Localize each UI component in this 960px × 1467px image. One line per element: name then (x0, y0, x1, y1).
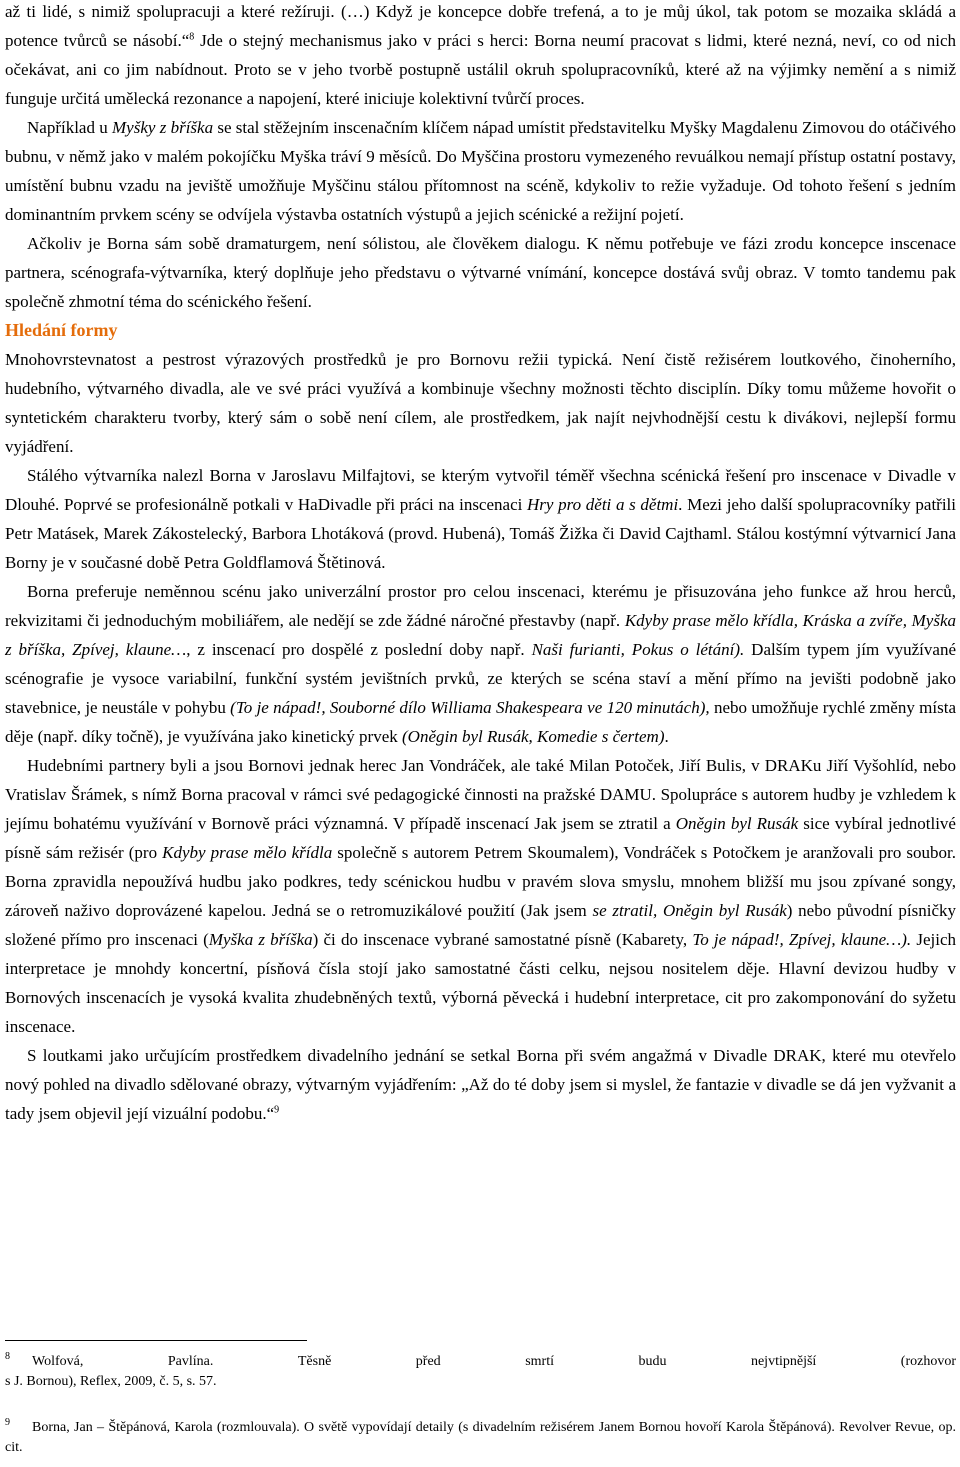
footnote-ref-9: 9 (274, 1104, 280, 1116)
paragraph-continued: až ti lidé, s nimiž spolupracuji a které režíruji. (…) Když je koncepce dobře trefená, a to je můj úkol, tak potom se mozaika skládá a potence tvůrců se násobí.“$^8$ Jde o stejný mechanismus jako v práci s herci: Borna neumí pracovat s lidmi, které nezná, neví, co od nich očekávat, ani co jim nabídnout. Proto se v jeho tvorbě postupně ustálil okruh spolupracovníků, které až na výjimky nemění a s nimiž funguje určitá umělecká rezonance a napojení, které iniciuje kolektivní tvůrčí proces. (5, 2, 957, 108)
footnote-9: $^9$ Borna, Jan – Štěpánová, Karola (rozmlouvala). O světě vypovídají detaily (s divadelním režisérem Janem Bornou hovoří Karola Štěpánová). Revolver Revue, op. cit. (5, 1417, 956, 1455)
footnote-number: 8 (5, 1351, 10, 1363)
section-heading: Hledání formy (5, 320, 118, 340)
paragraph-hudba: Hudebními partnery byli a jsou Bornovi jednak herec Jan Vondráček, ale také Milan Potoček, Jiří Bulis, v DRAKu Jiří Vyšohlíd, nebo Vratislav Šrámek, s nímž Borna pracoval v rámci své pedagogické činnosti na pražské DAMU. Spolupráce s autorem hudby je vzhledem k jejímu bohatému využívání v Bornově práci významná. V případě inscenací Jak jsem se ztratil a Oněgin byl Rusák sice vybíral jednotlivé písně sám režisér (pro Kdyby prase mělo křídla společně s autorem Petrem Skoumalem), Vondráček s Potočkem je aranžovali pro soubor. Borna zpravidla nepoužívá hudbu jako podkres, tedy scénickou hudbu v pravém slova smyslu, mnohem bližší mu jsou zpívané songy, zároveň naživo doprovázené kapelou. Jedná se o retromuzikálové použití (Jak jsem se ztratil, Oněgin byl Rusák) nebo původní písničky složené přímo pro inscenaci (Myška z bříška) či do inscenace vybrané samostatné písně (Kabarety, To je nápad!, Zpívej, klaune…). Jejich interpretace je mnohdy koncertní, písňová čísla stojí jako samostatné části celku, nejsou nositelem děje. Hlavní devizou hudby v Bornových inscenacích je vysoká kvalita zhudebněných textů, výborná pěvecká i hudební interpretace, cit pro zakomponování do syžetu inscenace. (5, 756, 956, 1036)
footnote-8-first-line: $^8$ Wolfová, Pavlína. Těsně před smrtí budu nejvtipnější (rozhovor (5, 1351, 956, 1369)
paragraph-vytvarnik: Stálého výtvarníka nalezl Borna v Jaroslavu Milfajtovi, se kterým vytvořil téměř všechna scénická řešení pro inscenace v Divadle v Dlouhé. Poprvé se profesionálně potkali v HaDivadle při práci na inscenaci Hry pro děti a s dětmi. Mezi jeho další spolupracovníky patřili Petr Matásek, Marek Zákostelecký, Barbora Lhotáková (provd. Hubená), Tomáš Žižka či David Cajthaml. Stálou kostýmní výtvarnicí Jana Borny je v současné době Petra Goldflamová Štětinová. (5, 466, 956, 572)
footnote-number: 9 (5, 1417, 10, 1429)
footnote-ref-8: 8 (189, 31, 195, 43)
paragraph-dialog: Ačkoliv je Borna sám sobě dramaturgem, není sólistou, ale člověkem dialogu. K němu potřebuje ve fázi zrodu koncepce inscenace partnera, scénografa-výtvarníka, který doplňuje jeho představu o výtvarné vnímání, koncepce dostává svůj obraz. V tomto tandemu pak společně zhmotní téma do scénického řešení. (5, 234, 956, 311)
paragraph-mysky: Například u Myšky z bříška se stal stěžejním inscenačním klíčem nápad umístit představitelku Myšky Magdalenu Zimovou do otáčivého bubnu, v němž jako v malém pokojíčku Myška tráví 9 měsíců. Do Myščina prostoru vymezeného revuálkou nemají přístup ostatní postavy, umístění bubnu vzadu na jeviště umožňuje Myščinu stálou přítomnost na scéně, kdykoliv to režie vyžaduje. Od tohoto řešení s jedním dominantním prvkem scény se odvíjela výstavba ostatních výstupů a jejich scénické a režijní pojetí. (5, 118, 956, 224)
paragraph-loutky: S loutkami jako určujícím prostředkem divadelního jednání se setkal Borna při svém angažmá v Divadle DRAK, které mu otevřelo nový pohled na divadlo sdělované obrazy, výtvarným vyjádřením: „Až do té doby jsem si myslel, že fantazie v divadle se dá jen vyžvanit a tady jsem objevil její vizuální podobu.“$^9$ (5, 1046, 956, 1123)
paragraph-forma: Mnohovrstevnatost a pestrost výrazových prostředků je pro Bornovu režii typická. Není čistě režisérem loutkového, činoherního, hudebního, výtvarného divadla, ale ve své práci využívá a kombinuje všechny možnosti těchto disciplín. Díky tomu můžeme hovořit o syntetickém charakteru tvorby, který sám o sobě není cílem, ale prostředkem, jak najít nejvhodnější cestu k divákovi, nejlepší formu vyjádření. (5, 350, 956, 456)
footnote-8 (5, 1352, 956, 1392)
footnote-8-second-line: s J. Bornou), Reflex, 2009, č. 5, s. 57. (5, 1374, 217, 1389)
paragraph-scena: Borna preferuje neměnnou scénu jako univerzální prostor pro celou inscenaci, kterému je přisuzována jeho funkce až hrou herců, rekvizitami či jednoduchým mobiliářem, ale nedějí se zde žádné náročné přestavby (např. Kdyby prase mělo křídla, Kráska a zvíře, Myška z bříška, Zpívej, klaune…, z inscenací pro dospělé z poslední doby např. Naši furianti, Pokus o létání). Dalším typem jím využívané scénografie je vysoce variabilní, funkční systém jevištních prvků, ze kterých se scéna staví a mění přímo na jevišti podobně jako stavebnice, je neustále v pohybu (To je nápad!, Souborné dílo Williama Shakespeara ve 120 minutách), nebo umožňuje rychlé změny místa děje (např. díky točně), je využívána jako kinetický prvek (Oněgin byl Rusák, Komedie s čertem). (5, 582, 957, 746)
footnote-separator (5, 1340, 307, 1341)
document-page (5, 0, 957, 1455)
